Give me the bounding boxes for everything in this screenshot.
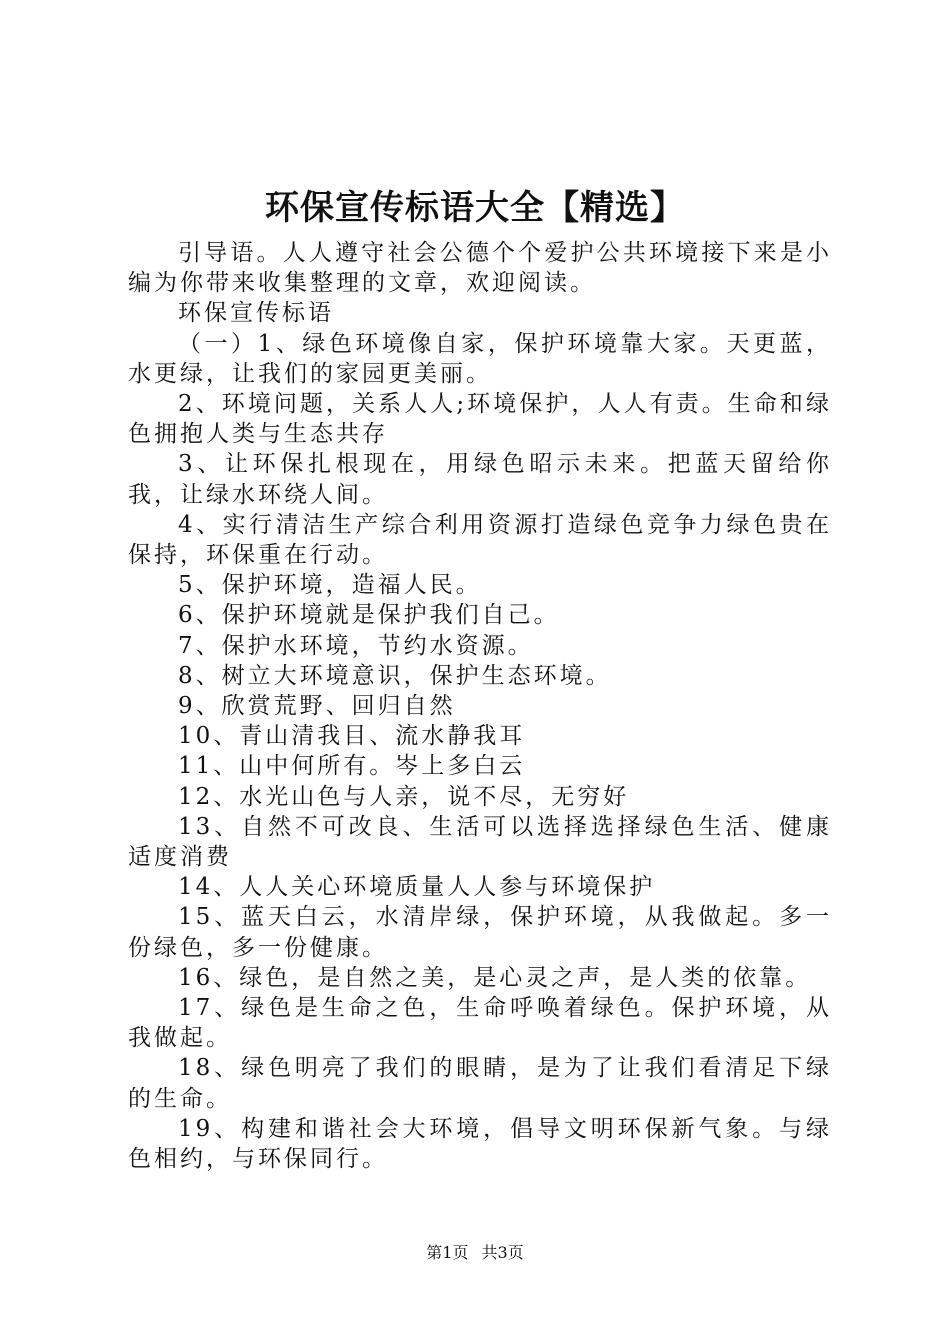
slogan-item: 9、欣赏荒野、回归自然: [178, 693, 456, 720]
slogan-item: （一）1、绿色环境像自家，保护环境靠大家。天更蓝，水更绿，让我们的家园更美丽。: [128, 330, 832, 387]
slogan-item: 12、水光山色与人亲，说不尽，无穷好: [178, 783, 630, 810]
slogan-item: 4、实行清洁生产综合利用资源打造绿色竞争力绿色贵在保持，环保重在行动。: [128, 511, 832, 569]
slogan-item: 19、构建和谐社会大环境，倡导文明环保新气象。与绿色相约，与环保同行。: [128, 1115, 832, 1173]
slogan-item: 2、环境问题，关系人人;环境保护，人人有责。生命和绿色拥抱人类与生态共存: [128, 391, 832, 448]
slogan-item: 17、绿色是生命之色，生命呼唤着绿色。保护环境，从我做起。: [128, 995, 832, 1052]
page-title: 环保宣传标语大全【精选】: [265, 188, 685, 228]
document-body: [128, 238, 832, 1174]
slogan-item: 14、人人关心环境质量人人参与环境保护: [178, 874, 656, 901]
paragraph-intro: 引导语。人人遵守社会公德个个爱护公共环境接下来是小编为你带来收集整理的文章，欢迎阅读。: [128, 240, 832, 297]
slogan-item: 8、树立大环境意识，保护生态环境。: [178, 662, 612, 689]
slogan-item: 5、保护环境，造福人民。: [178, 572, 482, 599]
slogan-item: 13、自然不可改良、生活可以选择选择绿色生活、健康适度消费: [128, 813, 832, 871]
page-footer: [0, 1242, 950, 1264]
slogan-item: 18、绿色明亮了我们的眼睛，是为了让我们看清足下绿的生命。: [128, 1055, 832, 1112]
slogan-item: 3、让环保扎根现在，用绿色昭示未来。把蓝天留给你我，让绿水环绕人间。: [128, 451, 832, 508]
slogan-item: 15、蓝天白云，水清岸绿，保护环境，从我做起。多一份绿色，多一份健康。: [128, 904, 832, 961]
section-heading: 环保宣传标语: [178, 300, 334, 327]
page-number-current: 第1页: [426, 1243, 469, 1262]
slogan-item: 6、保护环境就是保护我们自己。: [178, 602, 560, 629]
slogan-item: 11、山中何所有。岑上多白云: [178, 753, 526, 780]
slogan-item: 10、青山清我目、流水静我耳: [178, 723, 526, 750]
slogan-item: 16、绿色，是自然之美，是心灵之声，是人类的依靠。: [178, 964, 812, 991]
page-number-total: 共3页: [481, 1243, 524, 1262]
slogan-item: 7、保护水环境，节约水资源。: [178, 632, 534, 659]
